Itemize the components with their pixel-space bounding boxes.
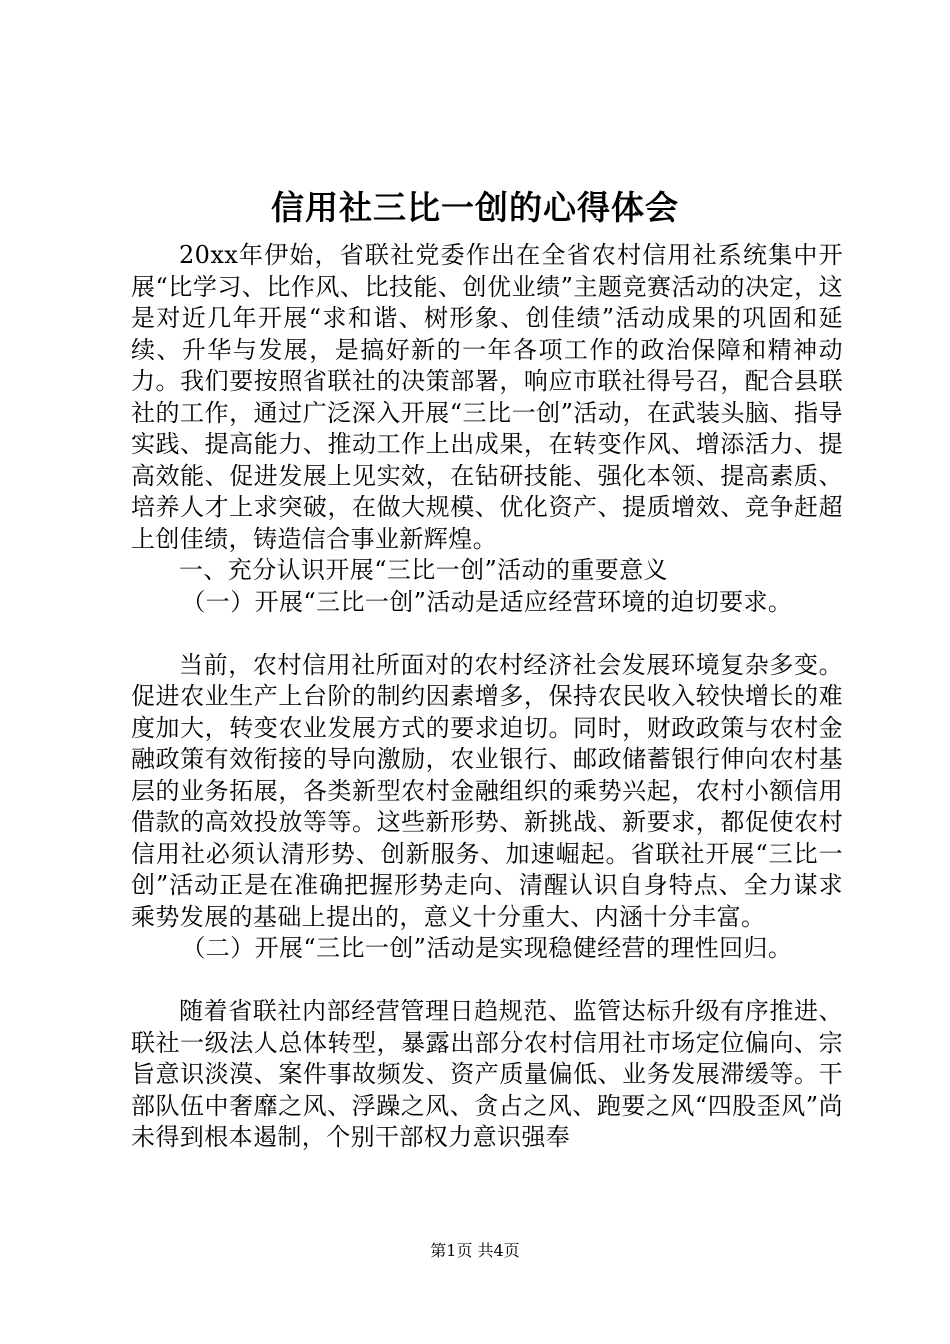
document-title: 信用社三比一创的心得体会 (271, 188, 679, 227)
body-paragraph-1: 当前，农村信用社所面对的农村经济社会发展环境复杂多变。促进农业生产上台阶的制约因素增多，保持农民收入较快增长的难度加大，转变农业发展方式的要求迫切。同时，财政政策与农村金融政策有效衔接的导向激励，农业银行、邮政储蓄银行伸向农村基层的业务拓展，各类新型农村金融组织的乘势兴起，农村小额信用借款的高效投放等等。这些新形势、新挑战、新要求，都促使农村信用社必须认清形势、创新服务、加速崛起。省联社开展“三比一创”活动正是在准确把握形势走向、清醒认识自身特点、全力谋求乘势发展的基础上提出的，意义十分重大、内涵十分丰富。 (131, 650, 843, 931)
page-number: 第1页 共4页 (430, 1241, 520, 1260)
subsection-heading-1: （一）开展“三比一创”活动是适应经营环境的迫切要求。 (181, 587, 793, 616)
paragraph-gap (131, 965, 843, 997)
section-heading-1: 一、充分认识开展“三比一创”活动的重要意义 (179, 556, 668, 584)
body-paragraph-2: 随着省联社内部经营管理日趋规范、监管达标升级有序推进、联社一级法人总体转型，暴露出部分农村信用社市场定位偏向、宗旨意识淡漠、案件事故频发、资产质量偏低、业务发展滞缓等。干部队伍中奢靡之风、浮躁之风、贪占之风、跑要之风“四股歪风”尚未得到根本遏制，个别干部权力意识强奉 (131, 997, 843, 1151)
paragraph-gap (131, 618, 843, 650)
intro-paragraph: 20xx年伊始，省联社党委作出在全省农村信用社系统集中开展“比学习、比作风、比技能、创优业绩”主题竞赛活动的决定，这是对近几年开展“求和谐、树形象、创佳绩”活动成果的巩固和延续、升华与发展，是搞好新的一年各项工作的政治保障和精神动力。我们要按照省联社的决策部署，响应市联社得号召，配合县联社的工作，通过广泛深入开展“三比一创”活动，在武装头脑、指导实践、提高能力、推动工作上出成果，在转变作风、增添活力、提高效能、促进发展上见实效，在钻研技能、强化本领、提高素质、培养人才上求突破，在做大规模、优化资产、提质增效、竞争赶超上创佳绩，铸造信合事业新辉煌。 (131, 241, 843, 553)
document-body (131, 240, 843, 1154)
subsection-heading-2: （二）开展“三比一创”活动是实现稳健经营的理性回归。 (181, 934, 793, 962)
